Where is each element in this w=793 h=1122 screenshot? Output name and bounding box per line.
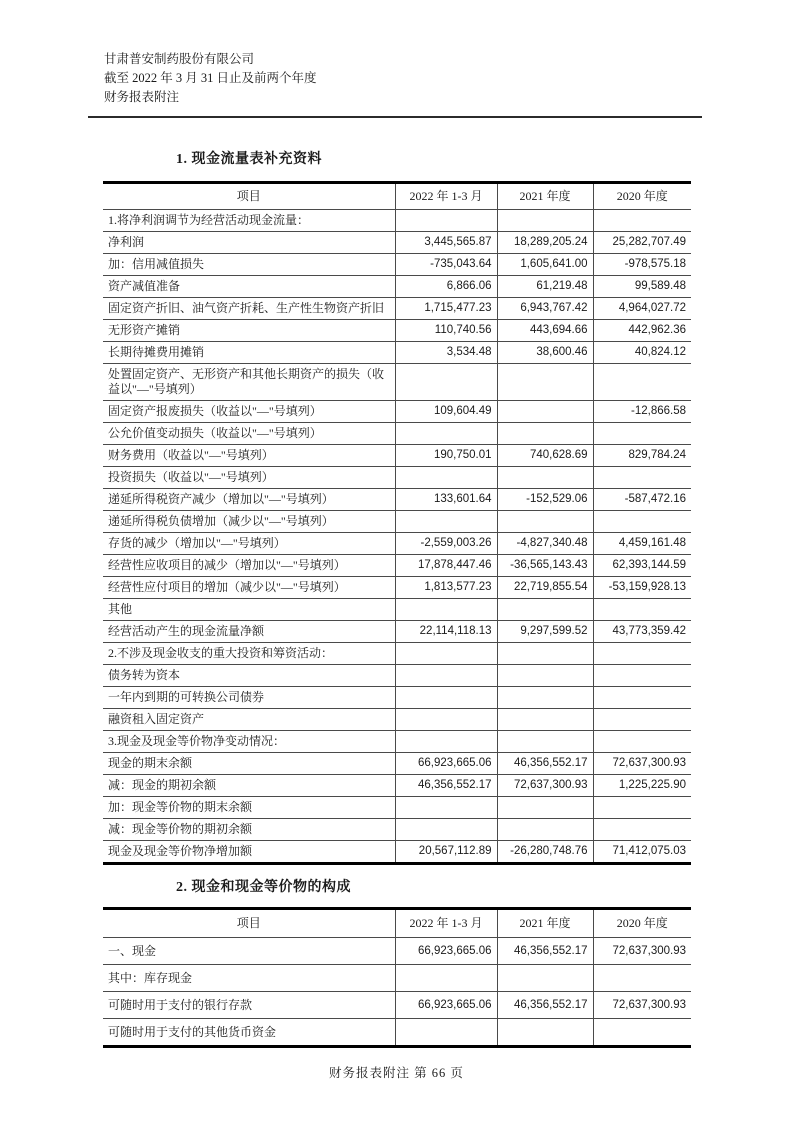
document-header: [104, 0, 793, 107]
row-value: 61,219.48: [497, 276, 593, 298]
row-value: 740,628.69: [497, 445, 593, 467]
row-value: [395, 423, 497, 445]
table-row: [103, 621, 691, 643]
row-label: 加：信用减值损失: [103, 254, 395, 276]
table-row: [103, 938, 691, 965]
row-value: [395, 210, 497, 232]
row-value: [395, 709, 497, 731]
row-value: 72,637,300.93: [497, 775, 593, 797]
row-value: [593, 423, 691, 445]
row-value: 99,589.48: [593, 276, 691, 298]
row-value: -4,827,340.48: [497, 533, 593, 555]
row-value: 4,459,161.48: [593, 533, 691, 555]
row-label: 可随时用于支付的银行存款: [103, 992, 395, 1019]
row-label: 3.现金及现金等价物净变动情况：: [103, 731, 395, 753]
table-row: [103, 364, 691, 401]
row-value: 6,943,767.42: [497, 298, 593, 320]
table-row: [103, 665, 691, 687]
row-label: 加：现金等价物的期末余额: [103, 797, 395, 819]
row-label: 2.不涉及现金收支的重大投资和筹资活动：: [103, 643, 395, 665]
row-value: 46,356,552.17: [395, 775, 497, 797]
row-value: [395, 1019, 497, 1047]
table-row: [103, 445, 691, 467]
row-value: -152,529.06: [497, 489, 593, 511]
row-label: 其中：库存现金: [103, 965, 395, 992]
table-row: [103, 511, 691, 533]
row-value: [497, 401, 593, 423]
row-label: 现金的期末余额: [103, 753, 395, 775]
row-value: [593, 965, 691, 992]
row-value: 20,567,112.89: [395, 841, 497, 864]
table-row: [103, 467, 691, 489]
table-row: [103, 577, 691, 599]
row-value: 22,114,118.13: [395, 621, 497, 643]
row-value: [395, 797, 497, 819]
row-value: 190,750.01: [395, 445, 497, 467]
row-value: -12,866.58: [593, 401, 691, 423]
row-label: 可随时用于支付的其他货币资金: [103, 1019, 395, 1047]
row-value: [395, 467, 497, 489]
section2-title: 2. 现金和现金等价物的构成: [176, 880, 351, 895]
row-value: 62,393,144.59: [593, 555, 691, 577]
column-header: 项目: [103, 183, 395, 210]
row-label: 投资损失（收益以"—"号填列）: [103, 467, 395, 489]
row-label: 固定资产报废损失（收益以"—"号填列）: [103, 401, 395, 423]
document-type: 财务报表附注: [104, 90, 180, 104]
row-value: -26,280,748.76: [497, 841, 593, 864]
row-label: 财务费用（收益以"—"号填列）: [103, 445, 395, 467]
row-value: [593, 643, 691, 665]
row-value: 46,356,552.17: [497, 938, 593, 965]
row-value: 1,715,477.23: [395, 298, 497, 320]
row-label: 长期待摊费用摊销: [103, 342, 395, 364]
row-value: 18,289,205.24: [497, 232, 593, 254]
row-value: [497, 731, 593, 753]
table-row: [103, 254, 691, 276]
row-value: -2,559,003.26: [395, 533, 497, 555]
row-value: [593, 819, 691, 841]
row-value: [497, 423, 593, 445]
row-label: 一年内到期的可转换公司债券: [103, 687, 395, 709]
row-value: 442,962.36: [593, 320, 691, 342]
table-row: [103, 731, 691, 753]
table-row: [103, 276, 691, 298]
table-row: [103, 775, 691, 797]
row-value: [593, 511, 691, 533]
row-label: 资产减值准备: [103, 276, 395, 298]
table-row: [103, 232, 691, 254]
row-value: [593, 599, 691, 621]
row-value: 3,445,565.87: [395, 232, 497, 254]
table-row: [103, 819, 691, 841]
table-row: [103, 709, 691, 731]
row-label: 处置固定资产、无形资产和其他长期资产的损失（收益以"—"号填列）: [103, 364, 395, 401]
row-value: 110,740.56: [395, 320, 497, 342]
table-row: [103, 797, 691, 819]
row-value: [395, 819, 497, 841]
table-row: [103, 423, 691, 445]
row-value: [593, 210, 691, 232]
row-value: -36,565,143.43: [497, 555, 593, 577]
row-label: 经营性应付项目的增加（减少以"—"号填列）: [103, 577, 395, 599]
table-row: [103, 1019, 691, 1047]
row-value: [497, 797, 593, 819]
column-header: 2022 年 1-3 月: [395, 183, 497, 210]
row-label: 现金及现金等价物净增加额: [103, 841, 395, 864]
row-value: [593, 731, 691, 753]
row-label: 固定资产折旧、油气资产折耗、生产性生物资产折旧: [103, 298, 395, 320]
row-value: 829,784.24: [593, 445, 691, 467]
row-value: -978,575.18: [593, 254, 691, 276]
row-value: 1,225,225.90: [593, 775, 691, 797]
row-value: 38,600.46: [497, 342, 593, 364]
row-value: 71,412,075.03: [593, 841, 691, 864]
row-label: 递延所得税资产减少（增加以"—"号填列）: [103, 489, 395, 511]
column-header: 2022 年 1-3 月: [395, 909, 497, 938]
section1-title: 1. 现金流量表补充资料: [176, 152, 322, 167]
row-value: -53,159,928.13: [593, 577, 691, 599]
row-value: [593, 687, 691, 709]
row-label: 其他: [103, 599, 395, 621]
row-value: [395, 965, 497, 992]
row-value: 72,637,300.93: [593, 992, 691, 1019]
row-value: 3,534.48: [395, 342, 497, 364]
row-value: [593, 709, 691, 731]
row-value: -735,043.64: [395, 254, 497, 276]
row-value: 43,773,359.42: [593, 621, 691, 643]
row-value: [593, 467, 691, 489]
row-value: [497, 665, 593, 687]
table-row: [103, 342, 691, 364]
row-value: [395, 731, 497, 753]
table-row: [103, 298, 691, 320]
row-value: [497, 819, 593, 841]
row-value: [395, 511, 497, 533]
row-value: [497, 599, 593, 621]
table-row: [103, 753, 691, 775]
row-value: 1,605,641.00: [497, 254, 593, 276]
row-label: 一、现金: [103, 938, 395, 965]
row-value: 22,719,855.54: [497, 577, 593, 599]
row-value: [497, 687, 593, 709]
row-value: 25,282,707.49: [593, 232, 691, 254]
row-value: 9,297,599.52: [497, 621, 593, 643]
row-value: 1,813,577.23: [395, 577, 497, 599]
row-label: 公允价值变动损失（收益以"—"号填列）: [103, 423, 395, 445]
table-row: [103, 401, 691, 423]
row-value: [497, 643, 593, 665]
row-value: 72,637,300.93: [593, 753, 691, 775]
company-name: 甘肃普安制药股份有限公司: [104, 52, 255, 66]
row-value: [497, 467, 593, 489]
row-label: 经营性应收项目的减少（增加以"—"号填列）: [103, 555, 395, 577]
table-row: [103, 643, 691, 665]
row-value: [593, 364, 691, 401]
report-period: 截至 2022 年 3 月 31 日止及前两个年度: [104, 71, 317, 85]
table-row: [103, 320, 691, 342]
row-label: 融资租入固定资产: [103, 709, 395, 731]
row-value: 17,878,447.46: [395, 555, 497, 577]
page-footer: 财务报表附注 第 66 页: [329, 1066, 464, 1080]
row-label: 减：现金的期初余额: [103, 775, 395, 797]
cash-flow-supplement-table: [103, 181, 691, 865]
row-value: [395, 687, 497, 709]
column-header: 2020 年度: [593, 909, 691, 938]
row-value: 4,964,027.72: [593, 298, 691, 320]
row-label: 减：现金等价物的期初余额: [103, 819, 395, 841]
row-label: 存货的减少（增加以"—"号填列）: [103, 533, 395, 555]
table-row: [103, 533, 691, 555]
row-value: [395, 364, 497, 401]
row-value: 40,824.12: [593, 342, 691, 364]
table-row: [103, 992, 691, 1019]
header-divider: [88, 116, 702, 118]
row-value: [497, 709, 593, 731]
row-value: [395, 665, 497, 687]
column-header: 2021 年度: [497, 909, 593, 938]
row-value: 66,923,665.06: [395, 753, 497, 775]
column-header: 2020 年度: [593, 183, 691, 210]
row-value: [395, 643, 497, 665]
row-label: 无形资产摊销: [103, 320, 395, 342]
row-value: 66,923,665.06: [395, 992, 497, 1019]
row-label: 递延所得税负债增加（减少以"—"号填列）: [103, 511, 395, 533]
table-row: [103, 841, 691, 864]
table-row: [103, 965, 691, 992]
row-value: [395, 599, 497, 621]
table-row: [103, 210, 691, 232]
table-row: [103, 599, 691, 621]
row-value: -587,472.16: [593, 489, 691, 511]
row-value: 66,923,665.06: [395, 938, 497, 965]
row-label: 债务转为资本: [103, 665, 395, 687]
row-value: [497, 210, 593, 232]
row-value: [593, 797, 691, 819]
column-header: 项目: [103, 909, 395, 938]
table-header-row: [103, 909, 691, 938]
row-value: [593, 1019, 691, 1047]
row-label: 经营活动产生的现金流量净额: [103, 621, 395, 643]
row-value: [497, 1019, 593, 1047]
row-value: [497, 965, 593, 992]
row-value: 443,694.66: [497, 320, 593, 342]
table-header-row: [103, 183, 691, 210]
row-value: [593, 665, 691, 687]
row-value: 109,604.49: [395, 401, 497, 423]
table-row: [103, 687, 691, 709]
column-header: 2021 年度: [497, 183, 593, 210]
row-value: [497, 511, 593, 533]
row-label: 1.将净利润调节为经营活动现金流量：: [103, 210, 395, 232]
row-label: 净利润: [103, 232, 395, 254]
row-value: 133,601.64: [395, 489, 497, 511]
row-value: [497, 364, 593, 401]
table-row: [103, 555, 691, 577]
row-value: 46,356,552.17: [497, 992, 593, 1019]
row-value: 72,637,300.93: [593, 938, 691, 965]
cash-equivalents-table: [103, 907, 691, 1048]
row-value: 6,866.06: [395, 276, 497, 298]
row-value: 46,356,552.17: [497, 753, 593, 775]
table-row: [103, 489, 691, 511]
